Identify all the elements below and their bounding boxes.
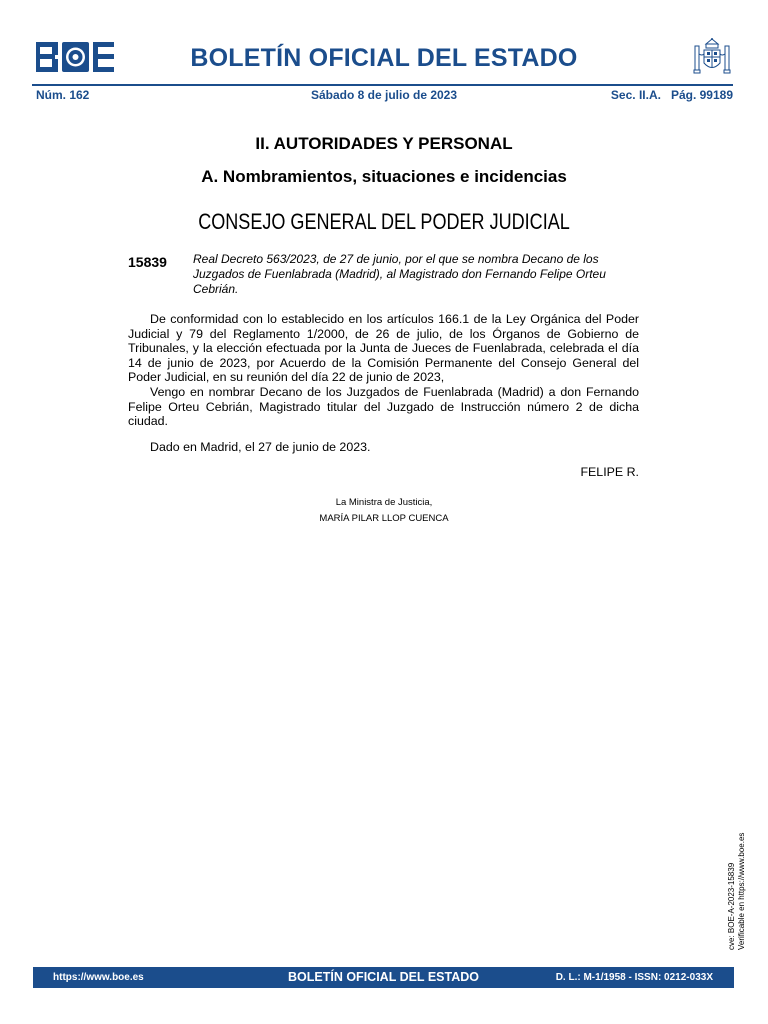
- footer-bar: [33, 967, 734, 988]
- entry-title: Real Decreto 563/2023, de 27 de junio, por el que se nombra Decano de los Juzgados de Fuenlabrada (Madrid), al Magistrado don Fernando Felipe Orteu Cebrián.: [193, 252, 606, 296]
- footer-url-link[interactable]: https://www.boe.es: [53, 972, 144, 983]
- footer-title: BOLETÍN OFICIAL DEL ESTADO: [288, 970, 479, 984]
- body-text: [128, 312, 639, 429]
- body-paragraph: Vengo en nombrar Decano de los Juzgados de Fuenlabrada (Madrid) a don Fernando Felipe Orteu Cebrián, Magistrado titular del Juzgado de Instrucción número 2 de dicha ciudad.: [128, 384, 639, 429]
- section-label: Sec. II.A.: [610, 88, 661, 102]
- organ-heading: CONSEJO GENERAL DEL PODER JUDICIAL: [198, 209, 570, 234]
- section-heading: II. AUTORIDADES Y PERSONAL: [255, 134, 513, 153]
- side-verification: [727, 750, 747, 950]
- footer-legal-deposit: D. L.: M-1/1958 - ISSN: 0212-033X: [555, 972, 713, 983]
- section-page: [611, 88, 733, 102]
- minister-role: La Ministra de Justicia,: [335, 497, 433, 508]
- header-rule: [32, 84, 733, 86]
- bulletin-title: BOLETÍN OFICIAL DEL ESTADO: [190, 44, 578, 72]
- subsection-heading: A. Nombramientos, situaciones e incidencias: [201, 167, 567, 186]
- issue-number: Núm. 162: [36, 88, 90, 102]
- verify-link[interactable]: Verificable en https://www.boe.es: [737, 832, 746, 950]
- dated-line: Dado en Madrid, el 27 de junio de 2023.: [150, 440, 371, 454]
- page-label: Pág. 99189: [670, 88, 733, 102]
- cve-code: cve: BOE-A-2023-15839: [727, 862, 736, 950]
- issue-date: Sábado 8 de julio de 2023: [310, 88, 458, 102]
- body-paragraph: De conformidad con lo establecido en los artículos 166.1 de la Ley Orgánica del Poder Judicial y 79 del Reglamento 1/2000, de 26 de julio, de los Órganos de Gobierno de Tribunales, y la elección efectuada por la Junta de Jueces de Fuenlabrada, celebrada el día 14 de junio de 2023, por Acuerdo de la Comisión Permanente del Consejo General del Poder Judicial, en su reunión del día 22 de junio de 2023,: [128, 312, 639, 385]
- royal-signature: FELIPE R.: [580, 465, 639, 479]
- minister-name: MARÍA PILAR LLOP CUENCA: [319, 513, 449, 524]
- coat-of-arms-icon: [690, 36, 734, 80]
- entry-number: 15839: [128, 254, 167, 270]
